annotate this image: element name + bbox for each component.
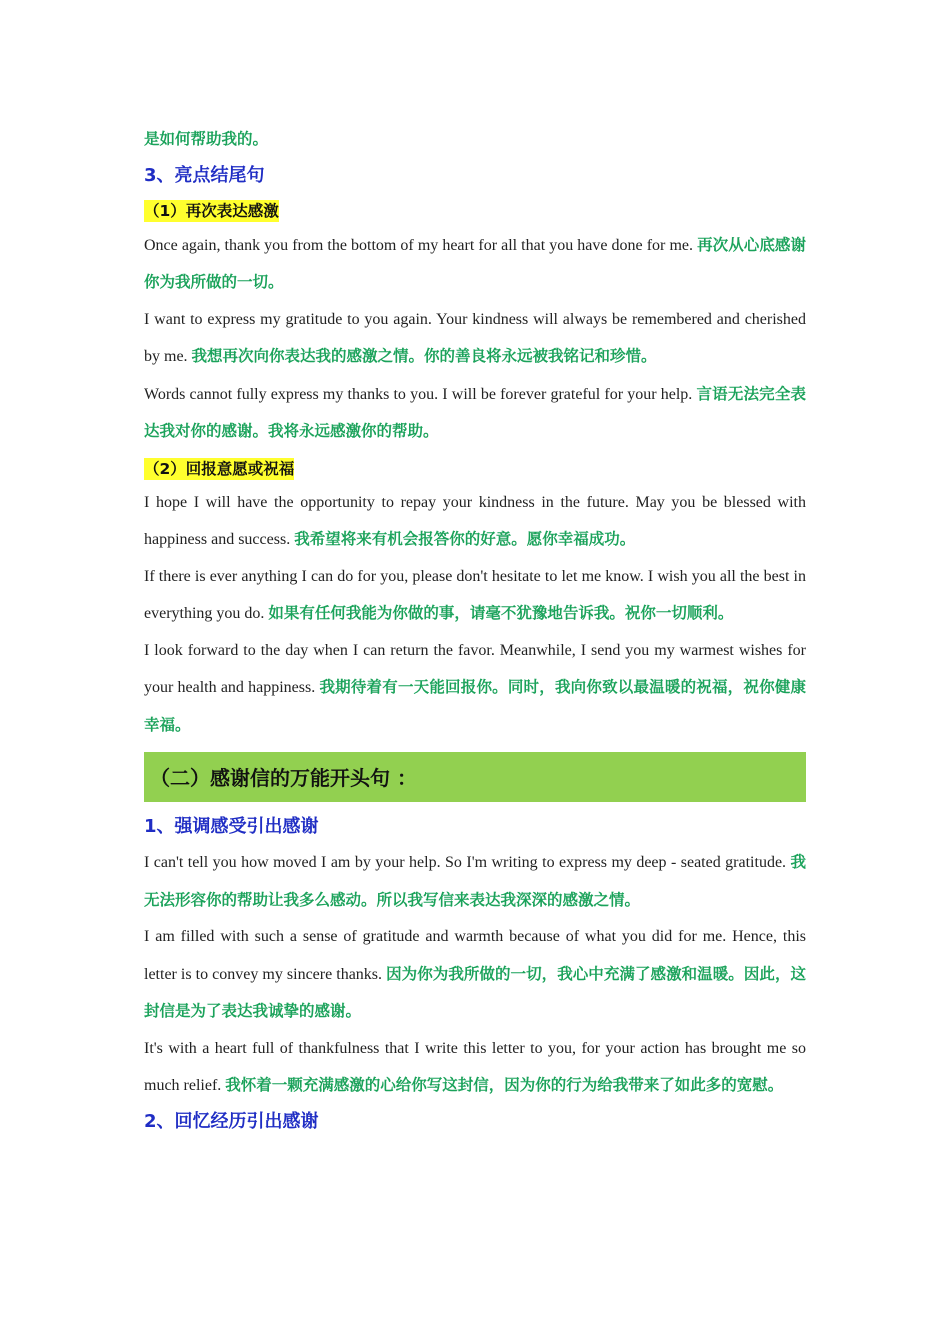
sentence-entry bbox=[144, 1031, 806, 1105]
sentence-entry bbox=[144, 844, 806, 919]
section-heading-memories: 2、回忆经历引出感谢 bbox=[144, 1110, 319, 1132]
chinese-translation: 因为你为我所做的一切，我心中充满了感激和温暖。因此，这封信是为了表达我诚挚的感谢。 bbox=[144, 964, 807, 1020]
chinese-translation: 言语无法完全表达我对你的感谢。我将永远感激你的帮助。 bbox=[144, 384, 807, 440]
english-text: If there is ever anything I can do for you, please don't hesitate to let me know. I wish you all the best in everything you do. bbox=[144, 567, 806, 622]
english-text: I want to express my gratitude to you again. Your kindness will always be remembered and cherished by me. bbox=[144, 310, 806, 365]
sentence-entry bbox=[144, 559, 806, 633]
subheading-wishes-wrap bbox=[144, 453, 806, 485]
chinese-translation: 如果有任何我能为你做的事，请毫不犹豫地告诉我。祝你一切顺利。 bbox=[268, 604, 734, 622]
section-banner-openings: （二）感谢信的万能开头句 ： bbox=[144, 752, 806, 802]
english-text: I hope I will have the opportunity to repay your kindness in the future. May you be blessed with happiness and success. bbox=[144, 493, 806, 548]
sentence-entry bbox=[144, 376, 806, 451]
english-text: Once again, thank you from the bottom of my heart for all that you have done for me. bbox=[144, 236, 693, 254]
section-heading-closing: 3、亮点结尾句 bbox=[144, 164, 265, 186]
subheading-gratitude-wrap bbox=[144, 195, 806, 227]
chinese-translation: 我期待着有一天能回报你。同时，我向你致以最温暖的祝福，祝你健康幸福。 bbox=[144, 678, 806, 734]
english-text: It's with a heart full of thankfulness that I write this letter to you, for your action has brought me so much relief. bbox=[144, 1039, 806, 1094]
subheading-wishes: （2）回报意愿或祝福 bbox=[144, 459, 295, 478]
lead-fragment: 是如何帮助我的。 bbox=[144, 130, 269, 148]
chinese-translation: 我怀着一颗充满感激的心给你写这封信，因为你的行为给我带来了如此多的宽慰。 bbox=[225, 1076, 784, 1094]
english-text: I look forward to the day when I can return the favor. Meanwhile, I send you my warmest wishes for your health and happiness. bbox=[144, 641, 806, 696]
chinese-translation: 我无法形容你的帮助让我多么感动。所以我写信来表达我深深的感激之情。 bbox=[144, 853, 807, 909]
english-text: Words cannot fully express my thanks to you. I will be forever grateful for your help. bbox=[144, 385, 693, 403]
sentence-entry bbox=[144, 227, 806, 302]
sentence-entry bbox=[144, 302, 806, 376]
chinese-translation: 我希望将来有机会报答你的好意。愿你幸福成功。 bbox=[294, 530, 636, 548]
english-text: I am filled with such a sense of gratitude and warmth because of what you did for me. Hence, this letter is to convey my sincere thanks. bbox=[144, 928, 806, 983]
sentence-entry bbox=[144, 919, 806, 1031]
sentence-entry bbox=[144, 633, 806, 745]
subheading-gratitude: （1）再次表达感激 bbox=[144, 201, 279, 220]
chinese-translation: 我想再次向你表达我的感激之情。你的善良将永远被我铭记和珍惜。 bbox=[191, 347, 657, 365]
english-text: I can't tell you how moved I am by your help. So I'm writing to express my deep - seated gratitude. bbox=[144, 854, 787, 871]
chinese-translation: 再次从心底感谢你为我所做的一切。 bbox=[144, 235, 806, 291]
section-heading-feelings: 1、强调感受引出感谢 bbox=[144, 816, 319, 837]
sentence-entry bbox=[144, 485, 806, 559]
document-page bbox=[144, 121, 806, 1139]
